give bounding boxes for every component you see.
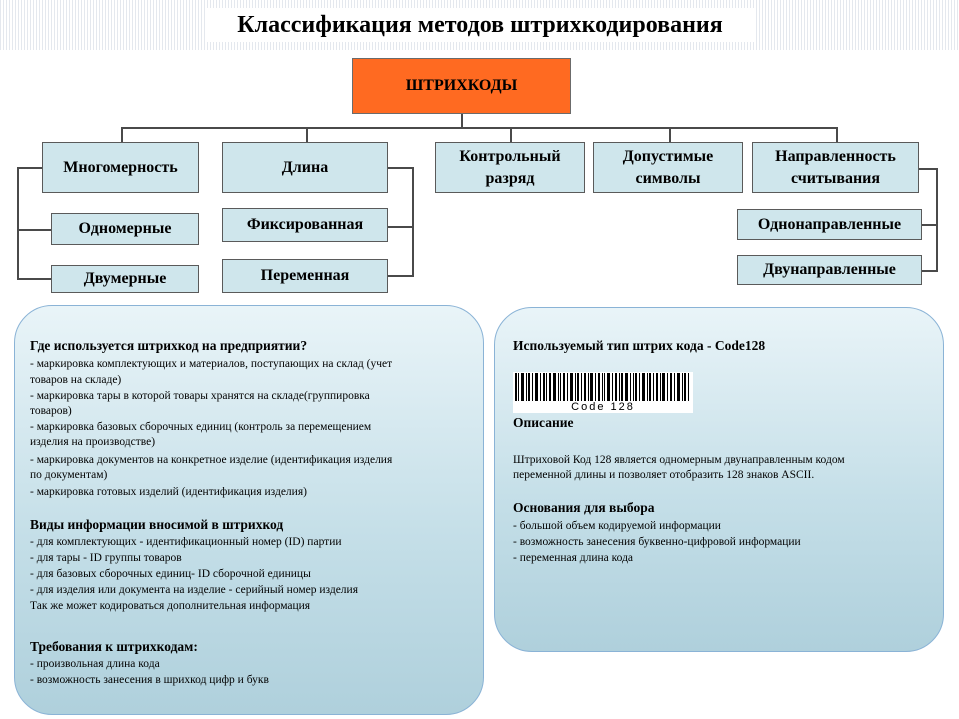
- connector-dir-top: [919, 168, 938, 170]
- description-line: переменной длины и позволяет отобразить 128 знаков ASCII.: [513, 469, 815, 481]
- requirements-heading: Требования к штрихкодам:: [30, 639, 198, 654]
- usage-line: - маркировка базовых сборочных единиц (контроль за перемещением: [30, 421, 372, 433]
- connector-len-bracket: [412, 167, 414, 276]
- page-title: Классификация методов штрихкодирования: [205, 8, 755, 42]
- code-type-heading: Используемый тип штрих кода - Code128: [513, 338, 766, 353]
- connector-dir-bracket: [936, 168, 938, 271]
- reasons-heading: Основания для выбора: [513, 500, 655, 515]
- connector-dim-one: [17, 229, 51, 231]
- connector-dir-uni: [922, 224, 938, 226]
- connector-dim-bracket: [17, 167, 19, 279]
- root-node-barcodes: ШТРИХКОДЫ: [352, 58, 571, 114]
- reason-line: - переменная длина кода: [513, 552, 634, 564]
- connector-len-top: [388, 167, 414, 169]
- info-type-line: - для базовых сборочных единиц- ID сборочной единицы: [30, 568, 311, 580]
- category-check-digit: Контрольный разряд: [435, 142, 585, 193]
- requirement-line: - произвольная длина кода: [30, 658, 160, 670]
- usage-line: - маркировка тары в которой товары хранятся на складе(группировка: [30, 390, 370, 402]
- info-type-line: - для комплектующих - идентификационный номер (ID) партии: [30, 536, 342, 548]
- subitem-one-dimensional: Одномерные: [51, 213, 199, 245]
- connector-drop-check-digit: [510, 127, 512, 142]
- category-allowed-symbols: Допустимые символы: [593, 142, 743, 193]
- info-type-line: Так же может кодироваться дополнительная информация: [30, 600, 311, 612]
- reason-line: - большой объем кодируемой информации: [513, 520, 721, 532]
- subitem-fixed: Фиксированная: [222, 208, 388, 242]
- subitem-bidirectional: Двунаправленные: [737, 255, 922, 285]
- subitem-two-dimensional: Двумерные: [51, 265, 199, 293]
- connector-drop-symbols: [669, 127, 671, 142]
- connector-drop-dimensionality: [121, 127, 123, 142]
- category-length: Длина: [222, 142, 388, 193]
- subitem-variable: Переменная: [222, 259, 388, 293]
- connector-dim-top: [17, 167, 42, 169]
- usage-line: товаров): [30, 405, 72, 417]
- usage-line: изделия на производстве): [30, 436, 156, 448]
- connector-root-stem: [461, 113, 463, 128]
- connector-drop-length: [306, 127, 308, 142]
- barcode-caption: Code 128: [513, 401, 693, 413]
- connector-len-fixed: [388, 226, 414, 228]
- info-type-line: - для изделия или документа на изделие - серийный номер изделия: [30, 584, 358, 596]
- connector-dim-two: [17, 278, 51, 280]
- description-line: Штриховой Код 128 является одномерным двунаправленным кодом: [513, 454, 845, 466]
- usage-line: - маркировка готовых изделий (идентификация изделия): [30, 486, 307, 498]
- usage-line: по документам): [30, 469, 108, 481]
- usage-line: товаров на складе): [30, 374, 122, 386]
- connector-top-bus: [121, 127, 837, 129]
- reason-line: - возможность занесения буквенно-цифровой информации: [513, 536, 801, 548]
- connector-dir-bi: [922, 270, 938, 272]
- category-dimensionality: Многомерность: [42, 142, 199, 193]
- description-heading: Описание: [513, 415, 574, 430]
- connector-len-variable: [388, 275, 414, 277]
- connector-drop-direction: [836, 127, 838, 142]
- category-read-direction: Направленность считывания: [752, 142, 919, 193]
- requirement-line: - возможность занесения в шрихкод цифр и букв: [30, 674, 269, 686]
- subitem-unidirectional: Однонаправленные: [737, 209, 922, 240]
- usage-heading: Где используется штрихкод на предприятии?: [30, 338, 308, 353]
- info-types-heading: Виды информации вносимой в штрихкод: [30, 517, 284, 532]
- info-type-line: - для тары - ID группы товаров: [30, 552, 182, 564]
- usage-line: - маркировка комплектующих и материалов, поступающих на склад (учет: [30, 358, 393, 370]
- usage-line: - маркировка документов на конкретное изделие (идентификация изделия: [30, 454, 393, 466]
